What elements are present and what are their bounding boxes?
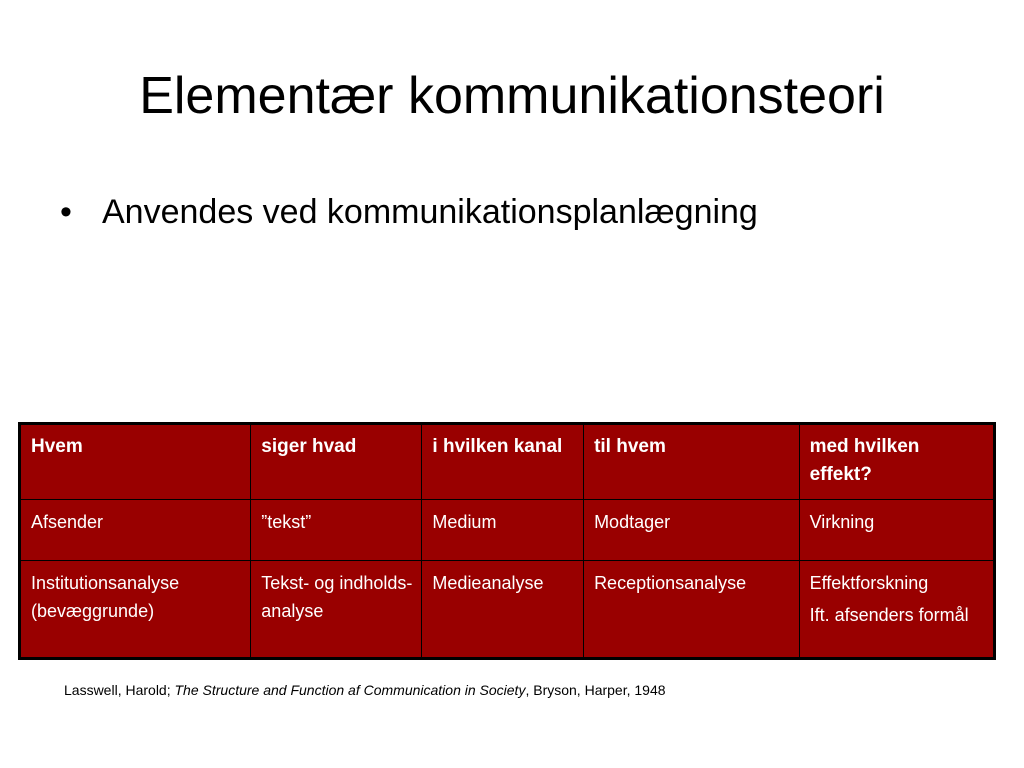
citation-author: Lasswell, Harold; bbox=[64, 682, 175, 698]
slide-title: Elementær kommunikationsteori bbox=[139, 67, 885, 125]
table-cell-line: Effektforskning bbox=[809, 573, 929, 593]
table-cell: Virkning bbox=[799, 500, 994, 561]
header-cell-effekt: med hvilken effekt? bbox=[799, 424, 994, 500]
citation-work-title: The Structure and Function af Communication in Society bbox=[174, 682, 526, 698]
citation-publisher: , Bryson, Harper, 1948 bbox=[525, 682, 666, 698]
communication-table bbox=[18, 422, 996, 660]
bullet-item bbox=[60, 188, 758, 236]
table-cell bbox=[799, 561, 994, 659]
table-cell: Institutionsanalyse (bevæggrunde) bbox=[20, 561, 251, 659]
table-row bbox=[20, 500, 995, 561]
header-cell-hvem: Hvem bbox=[20, 424, 251, 500]
table-cell: Afsender bbox=[20, 500, 251, 561]
table-cell: Medieanalyse bbox=[422, 561, 584, 659]
table-header-row bbox=[20, 424, 995, 500]
bullet-list bbox=[60, 188, 758, 236]
table-row bbox=[20, 561, 995, 659]
header-cell-til-hvem: til hvem bbox=[584, 424, 800, 500]
table-cell-line: Ift. afsenders formål bbox=[809, 605, 969, 625]
table-cell: Medium bbox=[422, 500, 584, 561]
header-cell-siger-hvad: siger hvad bbox=[251, 424, 422, 500]
table-cell: ”tekst” bbox=[251, 500, 422, 561]
bullet-text: Anvendes ved kommunikationsplanlægning bbox=[102, 193, 758, 231]
bullet-marker: • bbox=[60, 193, 72, 231]
header-cell-kanal: i hvilken kanal bbox=[422, 424, 584, 500]
citation bbox=[64, 681, 666, 699]
table-cell: Modtager bbox=[584, 500, 800, 561]
table-cell: Receptionsanalyse bbox=[584, 561, 800, 659]
table-cell: Tekst- og indholds-analyse bbox=[251, 561, 422, 659]
